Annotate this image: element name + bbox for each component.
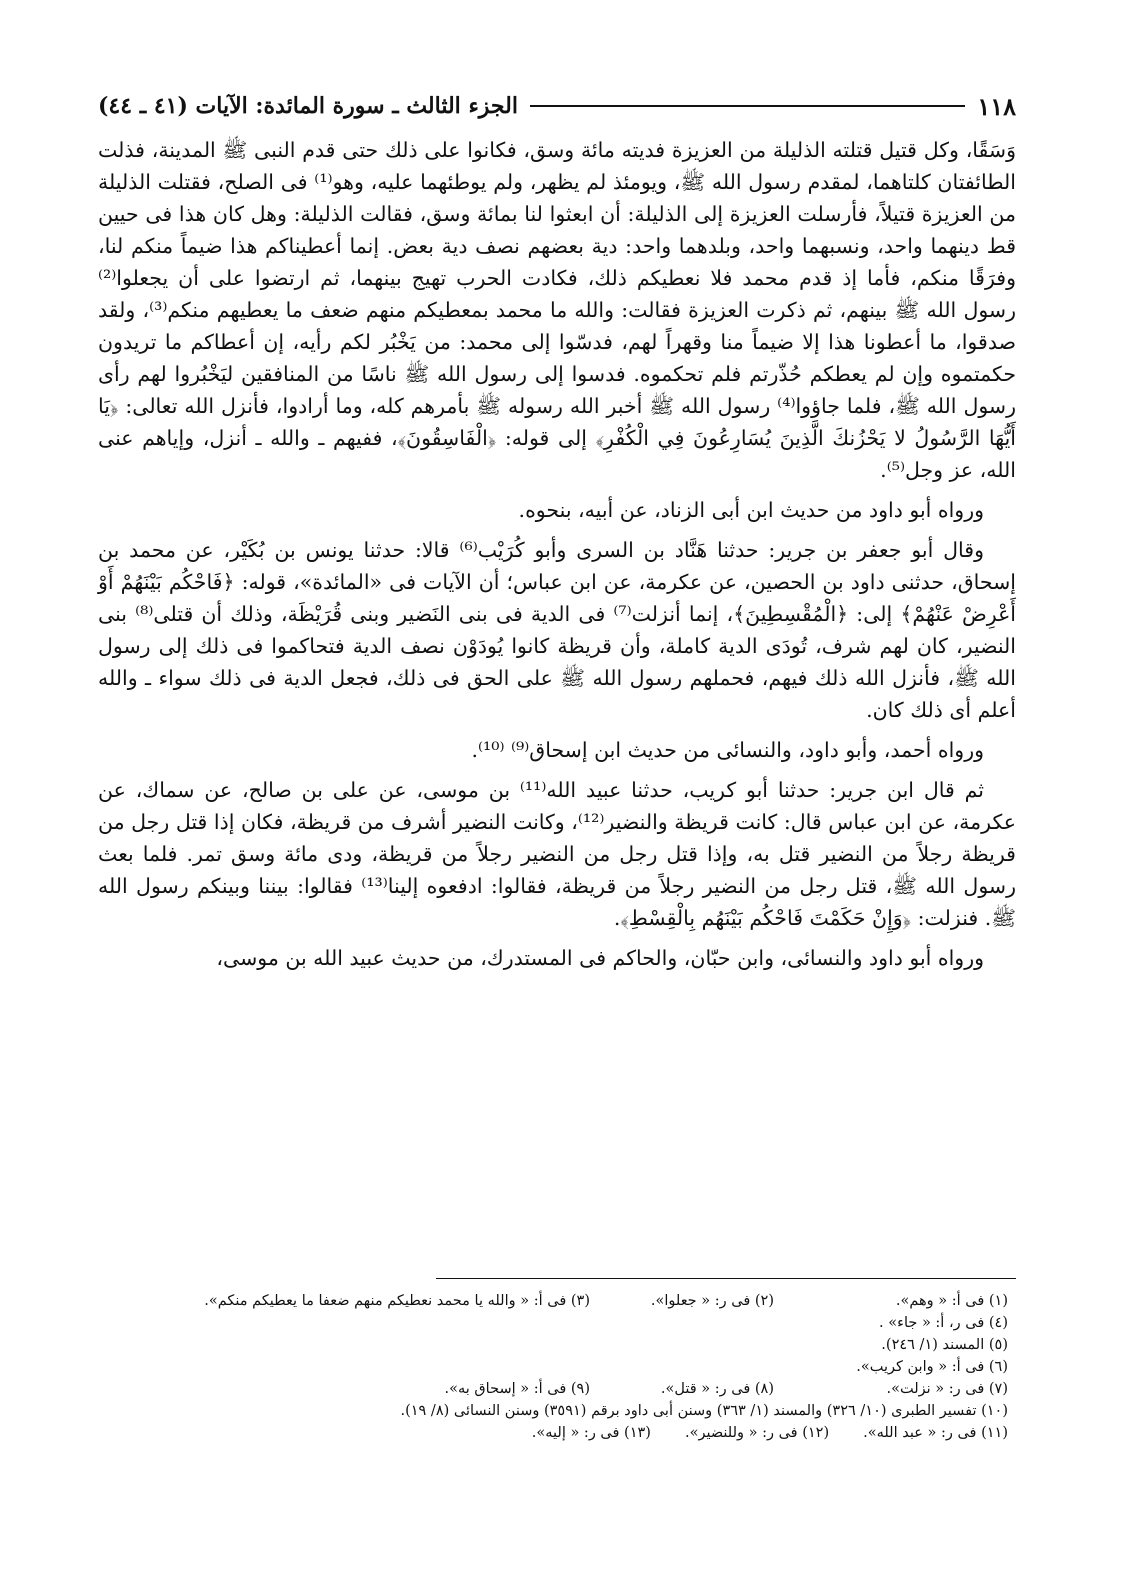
main-text bbox=[98, 134, 1016, 982]
footnote-line bbox=[98, 1422, 1008, 1444]
footnote-line bbox=[98, 1312, 1008, 1334]
footnote: (٩) فى أ: « إسحاق به». bbox=[444, 1381, 590, 1397]
footnote-line bbox=[98, 1290, 1008, 1312]
footnote: (١) فى أ: « وهم». bbox=[895, 1293, 1008, 1309]
footnote-line bbox=[98, 1334, 1008, 1356]
paragraph: وَسَقًا، وكل قتيل قتلته الذليلة من العزيزة فديته مائة وسق، فكانوا على ذلك حتى قدم النبى ﷺ المدينة، فذلت الطائفتان كلتاهما، لمقدم رسول الله ﷺ، ويومئذ لم يظهر، ولم يوطئهما عليه، وهو⁽¹⁾ فى الصلح، فقتلت الذليلة من العزيزة قتيلاً، فأرسلت العزيزة إلى الذليلة: أن ابعثوا لنا بمائة وسق، فقالت الذليلة: وهل كان هذا فى حيين قط دينهما واحد، ونسبهما واحد، وبلدهما واحد: دية بعضهم نصف دية بعض. إنما أعطيناكم هذا ضيماً منكم لنا، وفرَقًا منكم، فأما إذ قدم محمد فلا نعطيكم ذلك، فكادت الحرب تهيج بينهما، ثم ارتضوا على أن يجعلوا⁽²⁾ رسول الله ﷺ بينهم، ثم ذكرت العزيزة فقالت: والله ما محمد بمعطيكم منهم ضعف ما يعطيهم منكم⁽³⁾، ولقد صدقوا، ما أعطونا هذا إلا ضيماً منا وقهراً لهم، فدسّوا إلى محمد: من يَخْبُر لكم رأيه، إن أعطاكم ما تريدون حكمتموه وإن لم يعطكم حُذّرتم فلم تحكموه. فدسوا إلى رسول الله ﷺ ناسًا من المنافقين ليَخْبُروا لهم رأى رسول الله ﷺ، فلما جاؤوا⁽⁴⁾ رسول الله ﷺ أخبر الله رسوله ﷺ بأمرهم كله، وما أرادوا، فأنزل الله تعالى: ﴿يَا أَيُّهَا الرَّسُولُ لا يَحْزُنكَ الَّذِينَ يُسَارِعُونَ فِي الْكُفْرِ﴾ إلى قوله: ﴿الْفَاسِقُونَ﴾، ففيهم ـ والله ـ أنزل، وإياهم عنى الله، عز وجل⁽⁵⁾. bbox=[98, 138, 1017, 482]
footnote-line bbox=[98, 1400, 1008, 1422]
footnote: (٧) فى ر: « نزلت». bbox=[886, 1381, 1008, 1397]
header-rule bbox=[530, 105, 965, 107]
footnote: (١٣) فى ر: « إليه». bbox=[531, 1425, 651, 1441]
footnote: (١٠) تفسير الطبرى (١٠/ ٣٢٦) والمسند (١/ ٣٦٣) وسنن أبى داود برقم (٣٥٩١) وسنن النسائى (٨/ ١٩). bbox=[400, 1403, 1008, 1419]
paragraph: ورواه أحمد، وأبو داود، والنسائى من حديث ابن إسحاق⁽⁹⁾ ⁽¹⁰⁾. bbox=[471, 738, 984, 762]
footnote: (١٢) فى ر: « وللنضير». bbox=[684, 1425, 830, 1441]
page-header bbox=[98, 86, 1016, 126]
paragraph: وقال أبو جعفر بن جرير: حدثنا هَنَّاد بن السرى وأبو كُرَيْب⁽⁶⁾ قالا: حدثنا يونس بن بُكَيْر، عن محمد بن إسحاق، حدثنى داود بن الحصين، عن عكرمة، عن ابن عباس؛ أن الآيات فى «المائدة»، قوله: ﴿فَاحْكُم بَيْنَهُمْ أَوْ أَعْرِضْ عَنْهُمْ﴾ إلى: ﴿الْمُقْسِطِينَ﴾، إنما أنزلت⁽⁷⁾ فى الدية فى بنى النَضير وبنى قُرَيْظَة، وذلك أن قتلى⁽⁸⁾ بنى النضير، كان لهم شرف، تُودَى الدية كاملة، وأن قريظة كانوا يُودَوْن نصف الدية فتحاكموا فى ذلك إلى رسول الله ﷺ، فأنزل الله ذلك فيهم، فحملهم رسول الله ﷺ على الحق فى ذلك، فجعل الدية فى ذلك سواء ـ والله أعلم أى ذلك كان. bbox=[98, 538, 1016, 722]
footnote: (٤) فى ر، أ: « جاء» . bbox=[879, 1315, 1008, 1331]
footnote: (٨) فى ر: « قتل». bbox=[660, 1381, 774, 1397]
footnote: (٦) فى أ: « وابن كريب». bbox=[856, 1359, 1008, 1375]
footnote-separator bbox=[436, 1278, 1016, 1279]
footnote-line bbox=[98, 1356, 1008, 1378]
paragraph: ورواه أبو داود من حديث ابن أبى الزناد، عن أبيه، بنحوه. bbox=[518, 498, 984, 522]
footnote: (٢) فى ر: « جعلوا». bbox=[650, 1293, 774, 1309]
footnote-line bbox=[98, 1378, 1008, 1400]
footnote: (١١) فى ر: « عبد الله». bbox=[863, 1425, 1008, 1441]
footnotes bbox=[98, 1290, 1008, 1444]
footnote: (٥) المسند (١/ ٢٤٦). bbox=[881, 1337, 1008, 1353]
footnote: (٣) فى أ: « والله يا محمد نعطيكم منهم ضعفا ما يعطيكم منكم». bbox=[204, 1293, 590, 1309]
running-title: الجزء الثالث ـ سورة المائدة: الآيات (٤١ ـ ٤٤) bbox=[98, 93, 518, 119]
page-number: ١١٨ bbox=[977, 91, 1016, 121]
paragraph: ورواه أبو داود والنسائى، وابن حبّان، والحاكم فى المستدرك، من حديث عبيد الله بن موسى، bbox=[216, 946, 984, 970]
paragraph: ثم قال ابن جرير: حدثنا أبو كريب، حدثنا عبيد الله⁽¹¹⁾ بن موسى، عن على بن صالح، عن سماك، عن عكرمة، عن ابن عباس قال: كانت قريظة والنضير⁽¹²⁾، وكانت النضير أشرف من قريظة، فكان إذا قتل رجل من قريظة رجلاً من النضير قتل به، وإذا قتل رجل من النضير رجلاً من قريظة، ودى مائة وسق تمر. فلما بعث رسول الله ﷺ، قتل رجل من النضير رجلاً من قريظة، فقالوا: ادفعوه إلينا⁽¹³⁾ فقالوا: بيننا وبينكم رسول الله ﷺ. فنزلت: ﴿وَإِنْ حَكَمْتَ فَاحْكُم بَيْنَهُم بِالْقِسْطِ﴾. bbox=[98, 778, 1016, 930]
